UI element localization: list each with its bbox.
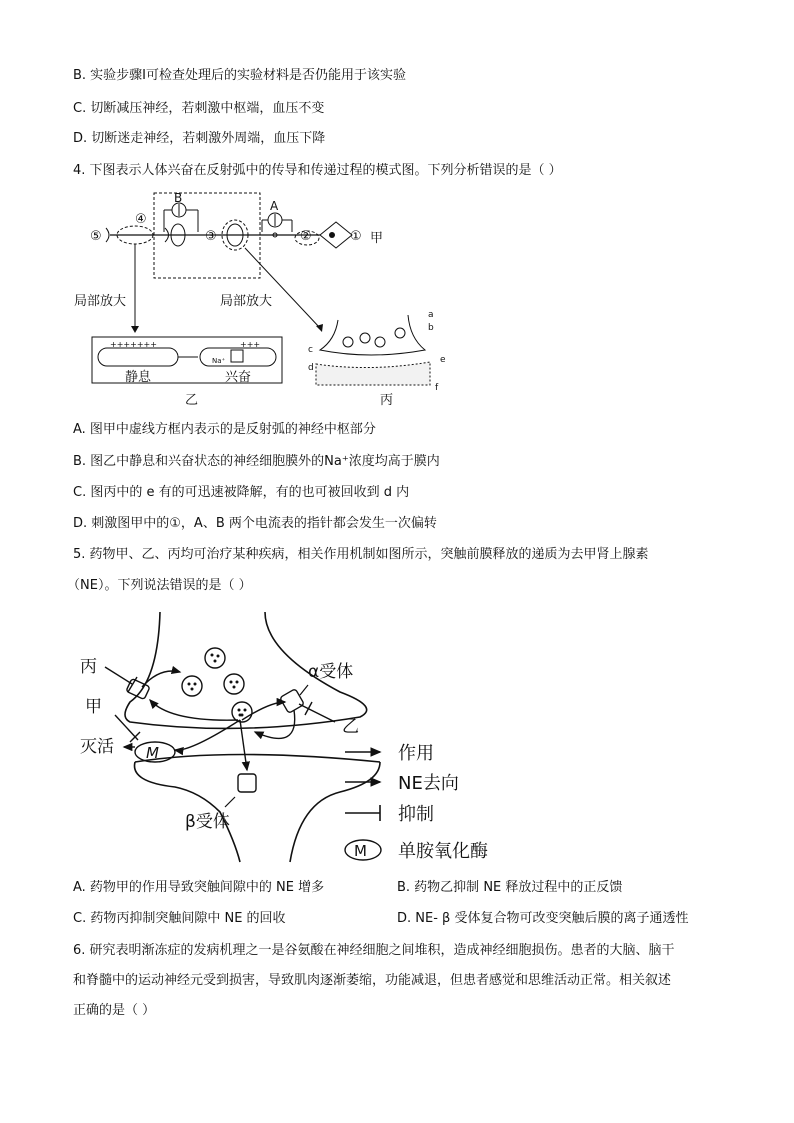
legend-effect-label: 作用: [398, 743, 434, 764]
na-label: Na⁺: [212, 357, 226, 365]
q5-option-c: C. 药物丙抑制突触间隙中 NE 的回收: [73, 911, 286, 926]
alpha-receptor-label: α受体: [308, 662, 354, 682]
mao-m-label: M: [146, 744, 159, 762]
num-1-label: ①: [350, 229, 362, 244]
q6-stem-line1: 6. 研究表明渐冻症的发病机理之一是谷氨酸在神经细胞之间堆积，造成神经细胞损伤。患者的大脑、脑干: [73, 943, 675, 958]
label-b: b: [428, 323, 434, 333]
label-f: f: [435, 383, 439, 393]
legend-ne-label: NE去向: [398, 773, 459, 794]
fig-yi-label: 乙: [185, 393, 199, 408]
fig-bing-label: 丙: [380, 393, 394, 408]
q4-figure: [74, 190, 446, 410]
q6-stem-line3: 正确的是（ ）: [73, 1003, 156, 1018]
q5-option-b: B. 药物乙抑制 NE 释放过程中的正反馈: [397, 880, 623, 895]
resting-label: 静息: [125, 370, 152, 385]
q4-option-b: B. 图乙中静息和兴奋状态的神经细胞膜外的Na⁺浓度均高于膜内: [73, 454, 440, 469]
plus-charges-2: +++: [240, 340, 261, 349]
q5-option-a: A. 药物甲的作用导致突触间隙中的 NE 增多: [73, 880, 325, 895]
label-e: e: [440, 355, 446, 365]
drug-jia-label: 甲: [85, 697, 102, 717]
ammeter-b-label: B: [174, 191, 183, 205]
enlarge-left-label: 局部放大: [74, 294, 127, 309]
ammeter-a-label: A: [270, 199, 279, 213]
num-3-label: ③: [205, 229, 217, 244]
q5-stem-line2: （NE）。下列说法错误的是（ ）: [67, 578, 252, 593]
q6-stem-line2: 和脊髓中的运动神经元受到损害，导致肌肉逐渐萎缩，功能减退，但患者感觉和思维活动正常。相关叙述: [73, 973, 672, 988]
label-a: a: [428, 310, 434, 320]
num-5-label: ⑤: [90, 229, 102, 244]
q5-stem-line1: 5. 药物甲、乙、丙均可治疗某种疾病，相关作用机制如图所示，突触前膜释放的递质为去甲肾上腺素: [73, 547, 649, 562]
q5-figure: [80, 612, 520, 867]
drug-yi-label: 乙: [342, 717, 359, 737]
q3-option-c: C. 切断减压神经，若刺激中枢端，血压不变: [73, 101, 325, 116]
q4-option-d: D. 刺激图甲中的①，A、B 两个电流表的指针都会发生一次偏转: [73, 516, 437, 531]
num-2-label: ②: [300, 229, 312, 244]
drug-bing-label: 丙: [80, 657, 97, 677]
q3-option-b: B. 实验步骤Ⅰ可检查处理后的实验材料是否仍能用于该实验: [73, 68, 407, 83]
num-4-label: ④: [135, 212, 147, 227]
excited-label: 兴奋: [225, 370, 252, 385]
q5-option-d: D. NE- β 受体复合物可改变突触后膜的离子通透性: [397, 911, 689, 926]
q4-stem: 4. 下图表示人体兴奋在反射弧中的传导和传递过程的模式图。下列分析错误的是（ ）: [73, 163, 562, 178]
legend-mao-label: 单胺氧化酶: [398, 841, 488, 862]
legend-inhibit-label: 抑制: [398, 804, 434, 825]
enlarge-right-label: 局部放大: [220, 294, 273, 309]
plus-charges: +++++++: [110, 340, 157, 349]
legend-m-icon: M: [354, 842, 367, 860]
inactivate-label: 灭活: [80, 737, 114, 757]
q4-option-c: C. 图丙中的 e 有的可迅速被降解，有的也可被回收到 d 内: [73, 485, 410, 500]
label-c: c: [308, 345, 313, 355]
q4-option-a: A. 图甲中虚线方框内表示的是反射弧的神经中枢部分: [73, 422, 376, 437]
fig-jia-label: 甲: [370, 231, 384, 246]
label-d: d: [308, 363, 314, 373]
q3-option-d: D. 切断迷走神经，若刺激外周端，血压下降: [73, 131, 326, 146]
beta-receptor-label: β受体: [185, 812, 230, 832]
